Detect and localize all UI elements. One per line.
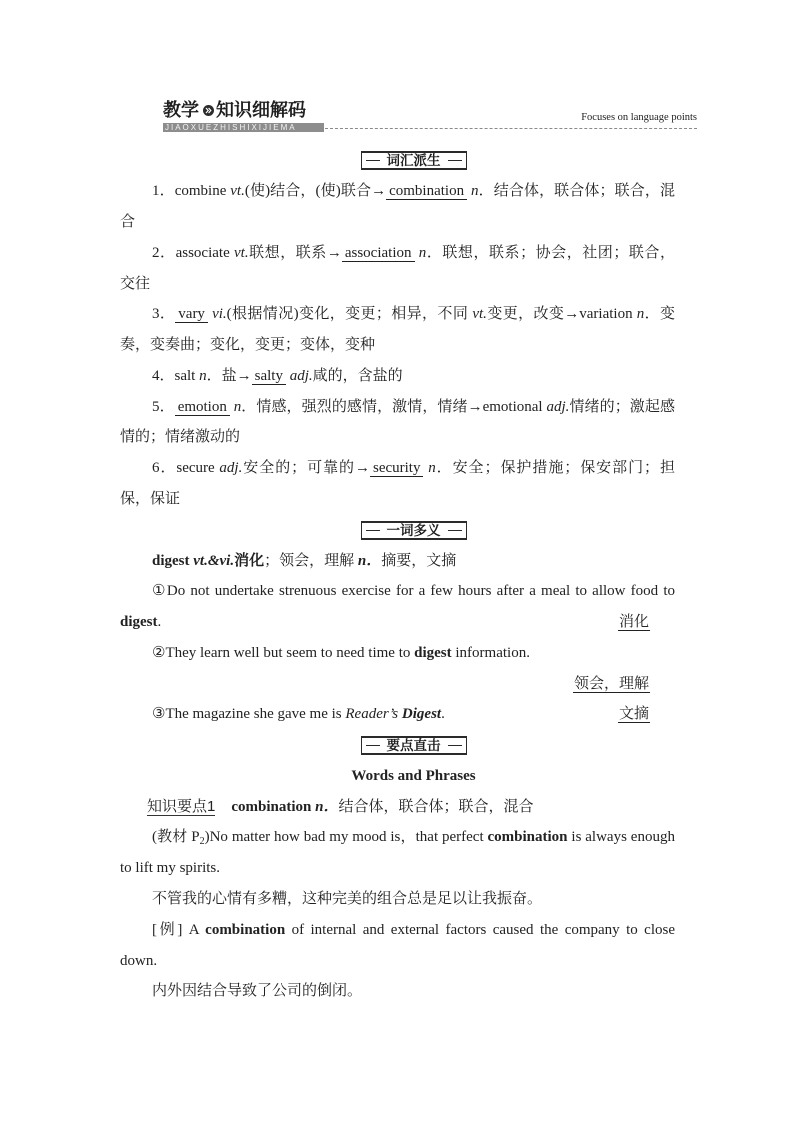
pinyin-text: JIAOXUEZHISHIXIJIEMA [165, 123, 297, 132]
answer-text: 消化 [618, 614, 649, 631]
section-title [163, 99, 306, 121]
fill-in-answer: emotion [175, 399, 230, 416]
explanation-paragraph [120, 976, 675, 1007]
example-sentence [120, 638, 675, 669]
derivation-item [120, 238, 675, 300]
section-heading-derivation [120, 146, 675, 177]
text-run: is always enough to lift my spirits. [120, 829, 675, 877]
text-run: 6．secure [152, 460, 220, 477]
italic-label: vt. [472, 306, 487, 323]
answer-slot [618, 699, 650, 730]
pinyin-bar [163, 123, 324, 132]
text-run: . [441, 706, 445, 723]
subscript-text: 2 [199, 836, 205, 848]
title-right: 知识细解码 [216, 100, 306, 120]
section-heading-label: 一词多义 [361, 521, 467, 540]
page-header [163, 98, 697, 134]
bold-term: combination [231, 798, 312, 815]
text-run: ．结合体，联合体；联合，混合 [120, 183, 676, 231]
italic-label: vt. [230, 183, 245, 200]
italic-label: n [233, 398, 242, 415]
text-run: [例] A [152, 921, 206, 938]
explanation-paragraph [120, 884, 675, 915]
derivation-item [120, 392, 675, 454]
text-run: 结合体，联合体；联合，混合 [338, 798, 534, 815]
text-run: 安全的；可靠的→ [242, 460, 370, 477]
italic-label: n [428, 460, 436, 477]
answer-line [120, 669, 675, 700]
header-subtitle: Focuses on language points [581, 112, 697, 123]
text-run: 情绪的；激起感情的；情绪激动的 [120, 398, 675, 446]
section-heading-label: 词汇派生 [361, 151, 467, 170]
text-run: ．安全；保护措施；保安部门；担保，保证 [120, 460, 675, 508]
derivation-list [120, 176, 675, 514]
answer-text: 文摘 [618, 706, 649, 723]
bold-term: digest [414, 644, 452, 661]
header-divider [325, 128, 697, 129]
polysemy-entry [120, 546, 675, 577]
bold-term: digest [120, 614, 158, 631]
derivation-item [120, 453, 675, 515]
bold-term: digest [152, 552, 194, 569]
bold-term: 消化 [234, 552, 265, 569]
text-run: 咸的，含盐的 [312, 367, 403, 384]
example-list [120, 576, 675, 730]
text-run: ．情感，强烈的感情，激情，情绪→emotional [241, 398, 547, 415]
italic-label: adj. [219, 460, 243, 477]
section-heading-label: 要点直击 [361, 736, 467, 755]
text-run: ．联想，联系；协会，社团；联合，交往 [120, 244, 675, 292]
text-run: ．变奏，变奏曲；变化，变更；变体，变种 [120, 306, 675, 354]
fill-in-answer: combination [386, 183, 467, 200]
italic-label: vt. [234, 244, 249, 261]
circled-arrow-icon [203, 105, 214, 116]
section-heading-key-points [120, 730, 675, 761]
text-run: ①Do not undertake strenuous exercise for a few hours after a meal to allow food to [152, 583, 675, 600]
text-run: . [157, 614, 162, 631]
text-run: (教材 P [152, 829, 200, 846]
italic-label: n [470, 183, 479, 200]
page-content [120, 146, 675, 1007]
bold-italic-term: n． [315, 798, 339, 815]
italic-label: n [636, 306, 645, 323]
text-run: ；领会，理解 [264, 552, 358, 569]
text-run: 内外因结合导致了公司的倒闭。 [152, 983, 363, 1000]
example-sentence [120, 576, 675, 638]
fill-in-answer: vary [175, 306, 208, 323]
bold-italic-term: vt.&vi. [193, 552, 235, 569]
text-run: information. [451, 644, 530, 661]
text-run: 5． [152, 398, 175, 415]
text-run: (使)结合，(使)联合→ [244, 183, 387, 200]
text-run: ．盐→ [206, 367, 252, 384]
italic-label: adj. [546, 398, 570, 415]
text-run: 2．associate [152, 244, 235, 261]
italic-label: Reader’s [345, 706, 402, 723]
section-heading-polysemy [120, 515, 675, 546]
answer-text: 领会，理解 [573, 675, 649, 692]
knowledge-point-label: 知识要点1 [147, 797, 216, 815]
text-run: 4．salt [152, 367, 200, 384]
explanation-list [120, 822, 675, 1007]
text-run: 联想，联系→ [248, 244, 342, 261]
text-run: of internal and external factors caused the company to close down. [120, 921, 675, 969]
italic-label: adj. [289, 367, 313, 384]
text-run: 不管我的心情有多糟，这种完美的组合总是足以让我振奋。 [152, 890, 543, 907]
italic-label: n [418, 244, 427, 261]
explanation-paragraph [120, 822, 675, 884]
derivation-item [120, 361, 675, 392]
text-run: ②They learn well but seem to need time to [152, 644, 415, 661]
text-run: )No matter how bad my mood is，that perfect [204, 829, 488, 846]
explanation-paragraph [120, 915, 675, 977]
text-run: 摘要，文摘 [381, 552, 457, 569]
example-sentence [120, 699, 675, 730]
fill-in-answer: security [370, 460, 423, 477]
text-run: 1．combine [152, 183, 231, 200]
bold-italic-term: Digest [401, 706, 442, 723]
subheading-words-and-phrases: Words and Phrases [351, 767, 476, 784]
knowledge-point-definition [231, 799, 533, 815]
derivation-item [120, 176, 675, 238]
text-run: 3． [152, 306, 176, 323]
title-left: 教学 [163, 100, 199, 120]
fill-in-answer: association [342, 245, 415, 262]
fill-in-answer: salty [252, 368, 286, 385]
derivation-item [120, 299, 675, 361]
italic-label: n [199, 367, 207, 384]
answer-slot [618, 607, 650, 638]
text-run: ③The magazine she gave me is [152, 706, 346, 723]
text-run: (根据情况)变化，变更；相异，不同 [226, 306, 473, 323]
knowledge-point-line [120, 792, 675, 823]
bold-term: combination [487, 829, 568, 846]
text-run: 变更，改变→variation [486, 306, 637, 323]
bold-italic-term: n． [357, 552, 382, 569]
bold-term: combination [205, 921, 286, 938]
italic-label: vi. [212, 306, 227, 323]
